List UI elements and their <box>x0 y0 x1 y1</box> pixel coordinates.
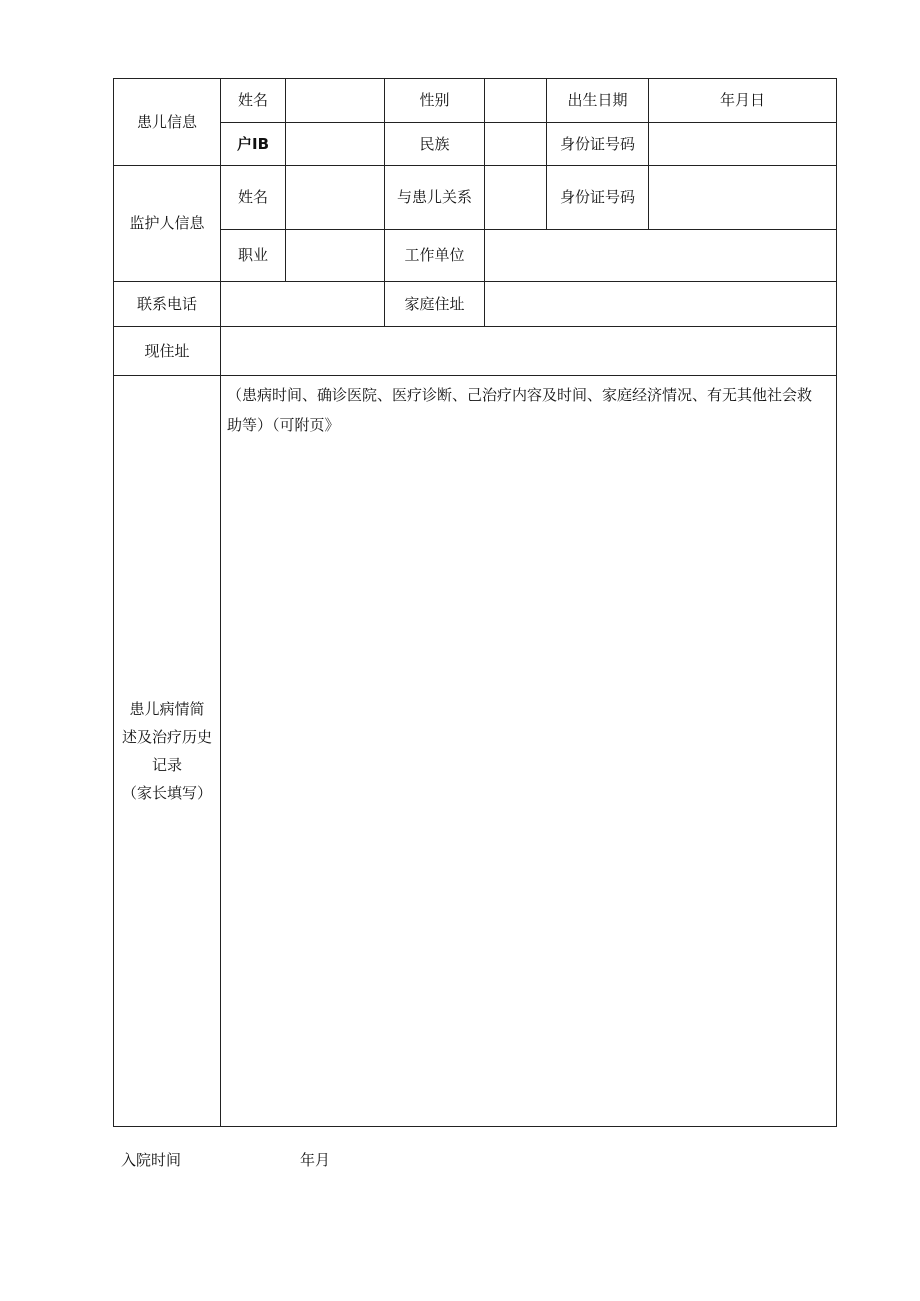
patient-hukou-field[interactable] <box>286 123 385 166</box>
history-field[interactable] <box>221 376 837 1127</box>
history-hint-line-2: 助等）（可附页》 <box>227 416 340 434</box>
history-label-line-2: 述及治疗历史 <box>121 728 212 746</box>
guardian-section-label: 监护人信息 <box>114 166 221 282</box>
guardian-relation-field[interactable] <box>485 166 547 230</box>
phone-field[interactable] <box>221 282 385 327</box>
patient-name-field[interactable] <box>286 79 385 123</box>
patient-ethnicity-label: 民族 <box>385 123 485 166</box>
patient-birth-field[interactable]: 年月日 <box>649 79 837 123</box>
patient-id-label: 身份证号码 <box>547 123 649 166</box>
current-address-label: 现住址 <box>114 327 221 376</box>
history-label-line-1: 患儿病情简 <box>129 700 205 718</box>
patient-id-field[interactable] <box>649 123 837 166</box>
admission-date-value[interactable]: 年月 <box>300 1151 331 1169</box>
guardian-name-field[interactable] <box>286 166 385 230</box>
patient-ethnicity-field[interactable] <box>485 123 547 166</box>
history-hint-line-1: （患病时间、确诊医院、医疗诊断、己治疗内容及时间、家庭经济情况、有无其他社会救 <box>227 386 813 404</box>
admission-date-label: 入院时间 <box>121 1151 182 1169</box>
guardian-name-label: 姓名 <box>221 166 286 230</box>
guardian-relation-label: 与患儿关系 <box>385 166 485 230</box>
patient-gender-field[interactable] <box>485 79 547 123</box>
guardian-employer-field[interactable] <box>485 230 837 282</box>
guardian-id-label: 身份证号码 <box>547 166 649 230</box>
current-address-field[interactable] <box>221 327 837 376</box>
phone-label: 联系电话 <box>114 282 221 327</box>
patient-birth-label: 出生日期 <box>547 79 649 123</box>
guardian-job-field[interactable] <box>286 230 385 282</box>
patient-gender-label: 性别 <box>385 79 485 123</box>
patient-info-form <box>113 78 837 1127</box>
patient-hukou-label: 户IB <box>221 123 286 166</box>
history-label-line-3: 记录 <box>151 756 182 774</box>
guardian-job-label: 职业 <box>221 230 286 282</box>
history-label-line-4: （家长填写） <box>121 784 212 802</box>
home-address-label: 家庭住址 <box>385 282 485 327</box>
patient-section-label: 患儿信息 <box>114 79 221 166</box>
history-label <box>114 376 221 1127</box>
patient-name-label: 姓名 <box>221 79 286 123</box>
guardian-id-field[interactable] <box>649 166 837 230</box>
home-address-field[interactable] <box>485 282 837 327</box>
guardian-employer-label: 工作单位 <box>385 230 485 282</box>
